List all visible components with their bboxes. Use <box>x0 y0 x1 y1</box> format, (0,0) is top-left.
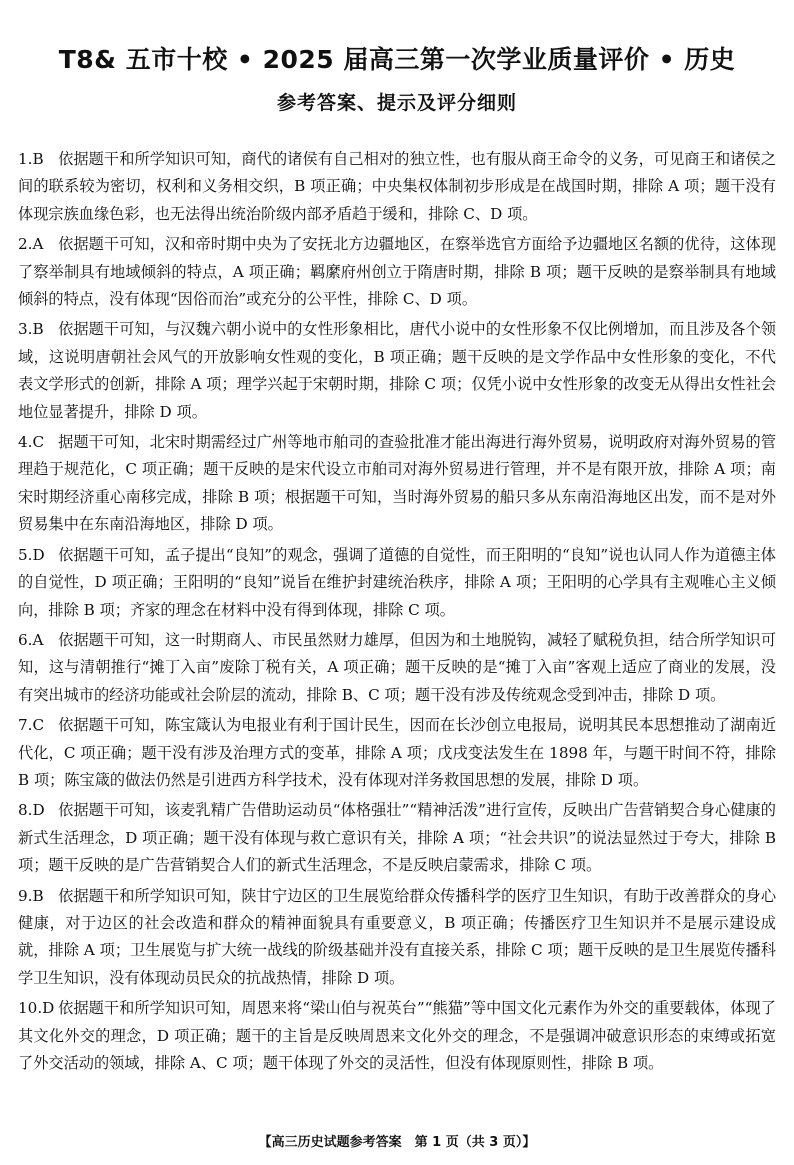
answer-explanation: 据题干可知，北宋时期需经过广州等地市舶司的查验批准才能出海进行海外贸易，说明政府对海外贸易的管理趋于规范化，C 项正确；题干反映的是宋代设立市舶司对海外贸易进行管理，并不是有限开放，排除 A 项；南宋时期经济重心南移完成，排除 B 项；根据题干可知，当时海外贸易的船只多从东南沿海地区出发，而不是对外贸易集中在东南沿海地区，排除 D 项。 <box>18 433 776 534</box>
answer-number: 5.D <box>18 545 45 564</box>
answer-explanation: 依据题干和所学知识可知，周恩来将“梁山伯与祝英台”“熊猫”等中国文化元素作为外交的重要载体，体现了其文化外交的理念，D 项正确；题干的主旨是反映周恩来文化外交的理念，不是强调冲破意识形态的束缚或拓宽了外交活动的领域，排除 A、C 项；题干体现了外交的灵活性，但没有体现原则性，排除 B 项。 <box>18 999 776 1072</box>
answer-item <box>18 883 776 993</box>
answer-number: 9.B <box>18 886 44 905</box>
answer-explanation: 依据题干可知，该麦乳精广告借助运动员“体格强壮”“精神活泼”进行宣传，反映出广告营销契合身心健康的新式生活理念，D 项正确；题干没有体现与救亡意识有关，排除 A 项；“社会共识”的说法显然过于夸大，排除 B 项；题干反映的是广告营销契合人们的新式生活理念，不是反映启蒙需求，排除 C 项。 <box>18 801 776 875</box>
answer-item <box>18 712 776 794</box>
page-footer: 【高三历史试题参考答案 第 1 页（共 3 页）】 <box>258 1135 536 1150</box>
answer-item <box>18 995 776 1077</box>
answer-number: 10.D <box>18 999 55 1018</box>
page-subtitle: 参考答案、提示及评分细则 <box>276 92 517 114</box>
answer-explanation: 依据题干可知，与汉魏六朝小说中的女性形象相比，唐代小说中的女性形象不仅比例增加，而且涉及各个领域，这说明唐朝社会风气的开放影响女性观的变化，B 项正确；题干反映的是文学作品中女性形象的变化，不代表文学形式的创新，排除 A 项；理学兴起于宋朝时期，排除 C 项；仅凭小说中女性形象的改变无从得出女性社会地位显著提升，排除 D 项。 <box>18 320 776 421</box>
answer-number: 1.B <box>18 150 44 168</box>
answer-explanation: 依据题干可知，陈宝箴认为电报业有利于国计民生，因而在长沙创立电报局，说明其民本思想推动了湖南近代化，C 项正确；题干没有涉及治理方式的变革，排除 A 项；戊戌变法发生在 1898 年，与题干时间不符，排除 B 项；陈宝箴的做法仍然是引进西方科学技术，没有体现对洋务救国思想的发展，排除 D 项。 <box>18 716 776 789</box>
answer-item <box>18 429 776 539</box>
answer-explanation: 依据题干和所学知识可知，商代的诸侯有自己相对的独立性，也有服从商王命令的义务，可见商王和诸侯之间的联系较为密切，权利和义务相交织，B 项正确；中央集权体制初步形成是在战国时期，排除 A 项；题干没有体现宗族血缘色彩，也无法得出统治阶级内部矛盾趋于缓和，排除 C、D 项。 <box>18 150 776 223</box>
answer-explanation: 依据题干可知，孟子提出“良知”的观念，强调了道德的自觉性，而王阳明的“良知”说也认同人作为道德主体的自觉性，D 项正确；王阳明的“良知”说旨在维护封建统治秩序，排除 A 项；王阳明的心学具有主观唯心主义倾向，排除 B 项；齐家的理念在材料中没有得到体现，排除 C 项。 <box>18 545 776 619</box>
answer-explanation: 依据题干可知，这一时期商人、市民虽然财力雄厚，但因为和土地脱钩，减轻了赋税负担，结合所学知识可知，这与清朝推行“摊丁入亩”废除丁税有关，A 项正确；题干反映的是“摊丁入亩”客观上适应了商业的发展，没有突出城市的经济功能或社会阶层的流动，排除 B、C 项；题干没有涉及传统观念受到冲击，排除 D 项。 <box>18 630 776 704</box>
answer-item <box>18 797 776 879</box>
answer-item <box>18 542 776 624</box>
answer-explanation: 依据题干可知，汉和帝时期中央为了安抚北方边疆地区，在察举选官方面给予边疆地区名额的优待，这体现了察举制具有地域倾斜的特点，A 项正确；羁縻府州创立于隋唐时期，排除 B 项；题干反映的是察举制具有地域倾斜的特点，没有体现“因俗而治”或充分的公平性，排除 C、D 项。 <box>18 235 776 309</box>
answer-item <box>18 146 776 228</box>
answer-number: 3.B <box>18 320 44 339</box>
page-title: T8& 五市十校 • 2025 届高三第一次学业质量评价 • 历史 <box>58 45 736 74</box>
answer-number: 4.C <box>18 433 45 452</box>
answer-explanation: 依据题干和所学知识可知，陕甘宁边区的卫生展览给群众传播科学的医疗卫生知识，有助于改善群众的身心健康，对于边区的社会改造和群众的精神面貌具有重要意义，B 项正确；传播医疗卫生知识并不是展示建设成就，排除 A 项；卫生展览与扩大统一战线的阶级基础并没有直接关系，排除 C 项；题干反映的是卫生展览传播科学卫生知识，没有体现动员民众的抗战热情，排除 D 项。 <box>18 886 776 987</box>
answer-number: 7.C <box>18 716 45 735</box>
answer-item <box>18 316 776 426</box>
answer-number: 2.A <box>18 235 44 254</box>
answer-number: 6.A <box>18 630 44 649</box>
answer-list <box>18 146 776 1080</box>
answer-item <box>18 231 776 313</box>
answer-number: 8.D <box>18 801 45 820</box>
answer-item <box>18 627 776 709</box>
